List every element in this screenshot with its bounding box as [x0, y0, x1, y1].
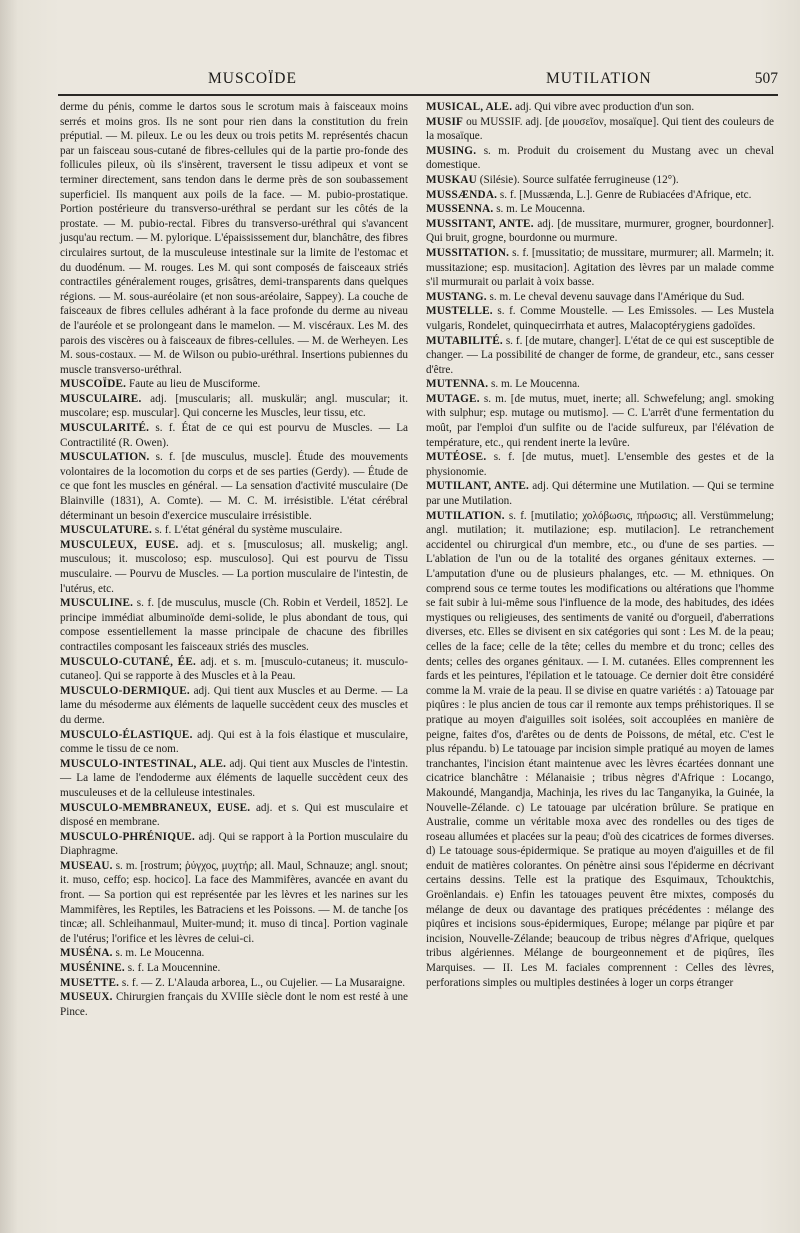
dictionary-entry: [426, 334, 774, 378]
entry-headword: MUSCULO-PHRÉNIQUE.: [60, 830, 196, 843]
entry-text: adj. Qui tient aux Muscles de l'intestin. — La lame de l'endoderme aux éléments de laquelle succèdent ceux des musculeuses et de la celluleuse intestinales.: [60, 757, 409, 799]
header-rule: [58, 94, 778, 96]
entry-headword: MUSSÆNDA.: [426, 188, 498, 201]
dictionary-entry: [60, 450, 408, 523]
entry-headword: MUSCOÏDE.: [60, 378, 127, 391]
dictionary-entry: [426, 509, 774, 991]
dictionary-entry: [60, 421, 408, 450]
dictionary-entry: [60, 392, 408, 421]
entry-headword: MUSSITATION.: [426, 246, 510, 259]
entry-text: adj. et s. [musculosus; all. muskelig; angl. musculous; it. muscoloso; esp. musculoso]. Qui est pourvu de Tissu musculaire. — Pourvu de Muscles. — La portion musculaire de l'intestin, de l'utérus, etc.: [60, 538, 409, 595]
entry-text: adj. [muscularis; all. muskulär; angl. muscular; it. muscolare; esp. muscular]. Qui concerne les Muscles, leur tissu, etc.: [60, 392, 409, 420]
entry-text: ou MUSSIF. adj. [de μουσεῖον, mosaïque]. Qui tient des couleurs de la mosaïque.: [426, 115, 775, 143]
entry-headword: MUSCULATION.: [60, 451, 150, 464]
page-header: [58, 66, 778, 92]
entry-text: (Silésie). Source sulfatée ferrugineuse (12°).: [479, 173, 679, 186]
entry-text: adj. Qui se rapport à la Portion musculaire du Diaphragme.: [60, 830, 409, 858]
dictionary-entry: [60, 377, 408, 392]
dictionary-entry: [60, 538, 408, 596]
entry-text: s. f. État de ce qui est pourvu de Muscles. — La Contractilité (R. Owen).: [60, 422, 409, 449]
left-column: [60, 100, 408, 1019]
entry-headword: MUSKAU: [426, 173, 477, 186]
dictionary-entry: [60, 100, 408, 377]
entry-text: s. m. Le Moucenna.: [491, 378, 580, 391]
dictionary-entry: [60, 801, 408, 830]
entry-headword: MUSCULAIRE.: [60, 392, 142, 405]
entry-headword: MUSIF: [426, 115, 464, 128]
dictionary-entry: [426, 217, 774, 246]
entry-headword: MUSÉNA.: [60, 947, 113, 960]
entry-text: adj. Qui détermine une Mutilation. — Qui se termine par une Mutilation.: [426, 480, 775, 508]
entry-text: s. f. La Moucennine.: [127, 962, 221, 975]
entry-text: derme du pénis, comme le dartos sous le scrotum mais à faisceaux moins serrés et moins gros. Ils ne sont pour rien dans la constitution du frein préputial. — M. pileux. Le ou les deux ou trois petits M. représentés chacun par un faisceau sous-cutané de fibres-cellules qui de la partie pro-fonde des follicules pileux, où ils s'insèrent, traversent le tissu adipeux et vont se terminer directement, sans tendon dans le derme près de son soubassement superficiel. Ils manquent aux poils de la face. — M. pubio-prostatique. Portion postérieure du transverso-uréthral se perdant sur les côtés de la prostate. — M. pubio-rectal. Fibres du transverso-uréthral qui s'avancent jusqu'au rectum. — M. pylorique. L'épaississement dur, blanchâtre, des fibres circulaires surtout, de la musculeuse intestinale sur la limite de l'estomac et du duodénum. — M. rouges. Les M. qui sont composés de faisceaux striés contractiles généralement rouges, grisâtres, demi-transparents dans quelques régions. — M. sous-auréolaire (et non sous-aréolaire, Sappey). La couche de faisceaux de fibres cellules adhérant à la face profonde du derme au niveau de l'auréole et se prolongeant dans le mamelon. — M. viscéraux. Les M. des parois des viscères ou à faisceaux de fibres-cellules. — M. de Werheyen. Les M. sous-costaux. — M. de Wilson ou pubio-uréthral. Insertions pubiennes du muscle transverso-uréthral.: [60, 101, 408, 376]
dictionary-entry: [426, 144, 774, 173]
dictionary-entry: [426, 115, 774, 144]
header-left-keyword: MUSCOÏDE: [208, 70, 297, 87]
entry-text: Chirurgien français du XVIIIe siècle dont le nom est resté à une Pince.: [60, 991, 409, 1018]
dictionary-entry: [60, 684, 408, 728]
dictionary-entry: [60, 946, 408, 961]
entry-headword: MUSCULO-DERMIQUE.: [60, 684, 190, 697]
entry-text: s. f. [mussitatio; de mussitare, murmurer; all. Marmeln; it. mussitazione; esp. musitacion]. Agitation des lèvres par un malade comme s'il murmurait ou parlait à voix basse.: [426, 246, 775, 289]
entry-headword: MUSÉNINE.: [60, 962, 125, 975]
entry-text: adj. [de mussitare, murmurer, grogner, bourdonner]. Qui bruit, grogne, bourdonne ou murmure.: [426, 217, 774, 245]
right-column: [426, 100, 774, 990]
entry-headword: MUSETTE.: [60, 976, 120, 989]
entry-headword: MUSCULARITÉ.: [60, 422, 150, 435]
entry-text: s. m. [rostrum; ῥύγχος, μυχτήρ; all. Maul, Schnauze; angl. snout; it. muso, ceffo; esp. hocico]. La face des Mammifères, avancée en avant du front. — Sa portion qui est représentée par les lèvres et les narines sur les Mammifères, les Reptiles, les Batraciens et les Poissons. — M. de tanche [os tincæ; all. Schleihanmaul, Muiter-mund; it. muso di tinca]. Portion vaginale de l'utérus; l'orifice et les lèvres de celui-ci.: [60, 859, 408, 945]
entry-text: adj. Qui est à la fois élastique et musculaire, comme le tissu de ce nom.: [60, 728, 408, 756]
dictionary-entry: [426, 290, 774, 305]
page-number: 507: [754, 70, 778, 87]
dictionary-entry: [60, 523, 408, 538]
entry-headword: MUSICAL, ALE.: [426, 101, 513, 113]
dictionary-entry: [60, 655, 408, 684]
entry-text: s. m. Produit du croisement du Mustang avec un cheval domestique.: [426, 144, 775, 172]
entry-headword: MUSCULO-CUTANÉ, ÉE.: [60, 655, 196, 668]
dictionary-entry: [426, 173, 774, 188]
dictionary-entry: [426, 304, 774, 333]
dictionary-entry: [60, 596, 408, 654]
entry-headword: MUTENNA.: [426, 378, 489, 391]
entry-text: adj. et s. Qui est musculaire et disposé en membrane.: [60, 801, 408, 829]
entry-text: s. f. [mutilatio; χολόβωσις, πήρωσις; all. Verstümmelung; angl. mutilation; it. mutilazione; esp. mutilacion]. Le retranchement accidentel ou chirurgical d'un membre, etc., ou d'une de ses parties. — L'ablation de l'un ou de la totalité des organes génitaux externes. — L'amputation d'une ou de plusieurs phalanges, etc. — M. ethniques. On comprend sous ce terme toutes les modifications ou altérations que l'homme se fait subir à lui-même sous l'influence de la mode, des habitudes, des idées mystiques ou religieuses, des sentiments de vanité ou d'orgueil, d'aberrations diverses, etc. Elles se divisent en six catégories qui sont : Les M. de la peau; celles de la face; celle de la tête; celles du membre et du tronc; celles des dents; celles des organes génitaux. — I. M. cutanées. Elles comprennent les fards et les peintures, l'épilation et le tatouage. Ce dernier doit être considéré comme la M. vraie de la peau. Il se divise en quatre variétés : a) Tatouage par piqûres : le plus ancien de tous car il remonte aux temps préhistoriques. Il se pratique au moyen d'aiguilles soit isolées, soit accouplées en manière de peigne, faites d'os, d'arêtes ou de dents de Poissons, de métal, etc. C'est le plus répandu. b) Le tatouage par incision simple pratiqué au moyen de lames tranchantes, l'incision étant maintenue avec les lèvres écartées donnant une cicatrice blanchâtre : Mélanaisie ; tribus nègres d'Afrique : Locango, Makoundé, Mangandja, Machinja, les rives du lac Tanganyika, la Guinée, la Nouvelle-Zélande. c) Le tatouage par ulcération brûlure. Se pratique en Australie, comme un véritable moxa avec des rondelles ou des tiges de roseau allumées et placées sur la peau; d'où des cicatrices de formes diverses. d) Le tatouage sous-épidermique. Se pratique au moyen d'aiguilles et de fil enduit de matières colorantes. On pénètre ainsi sous l'épiderme en décrivant certains dessins. Telle est la pratique des Esquimaux, Tchouktchis, Groënlandais. e) Enfin les tatouages peuvent être mixtes, composés du mélange de deux ou davantage des pratiques précédentes : mélange des piqûres et incisions sous-épidermiques, Europe; mélange par piqûre et par incision, Nouvelle-Zélande; beaucoup de tribus nègres d'Afrique, quelques tribus algériennes. Mélange de bourgeonnement et de piqûres, îles Marquises. — II. Les M. faciales comprennent : Celles des lèvres, perforations simples ou multiples destinées à loger un corps étranger: [426, 509, 775, 989]
entry-text: s. f. [Mussænda, L.]. Genre de Rubiacées d'Afrique, etc.: [499, 188, 752, 201]
entry-headword: MUSEUX.: [60, 991, 113, 1004]
dictionary-entry: [426, 450, 774, 479]
entry-text: adj. Qui vibre avec production d'un son.: [515, 101, 695, 113]
entry-headword: MUSCULO-INTESTINAL, ALE.: [60, 757, 227, 770]
entry-text: s. f. Comme Moustelle. — Les Emissoles. — Les Mustela vulgaris, Rondelet, quinquecirrhata et autres, Malacoptérygiens gadoïdes.: [426, 305, 774, 332]
entry-headword: MUTILANT, ANTE.: [426, 480, 530, 493]
dictionary-entry: [60, 728, 408, 757]
entry-text: s. m. Le cheval devenu sauvage dans l'Amérique du Sud.: [489, 290, 745, 303]
entry-text: s. f. [de mutare, changer]. L'état de ce qui est susceptible de changer. — La possibilité de changer de forme, de grandeur, etc., sans cesser d'être.: [426, 334, 774, 376]
header-right-keyword: MUTILATION: [546, 70, 652, 87]
entry-headword: MUTILATION.: [426, 509, 505, 522]
dictionary-entry: [426, 377, 774, 392]
entry-headword: MUSSENNA.: [426, 203, 494, 216]
dictionary-entry: [60, 859, 408, 947]
dictionary-entry: [426, 246, 774, 290]
entry-headword: MUSCULEUX, EUSE.: [60, 538, 179, 551]
entry-headword: MUTAGE.: [426, 392, 480, 405]
dictionary-entry: [426, 100, 774, 115]
entry-headword: MUSCULATURE.: [60, 524, 153, 537]
dictionary-entry: [426, 188, 774, 203]
dictionary-entry: [426, 202, 774, 217]
dictionary-entry: [60, 961, 408, 976]
dictionary-entry: [426, 392, 774, 450]
dictionary-entry: [426, 479, 774, 508]
entry-text: s. m. [de mutus, muet, inerte; all. Schwefelung; angl. smoking with sulphur; esp. mutage ou mutismo]. — C. L'arrêt d'une fermentation du moût, par l'emploi d'un sulfite ou de l'acide sulfureux, par l'élévation de température, etc., qui rendent inerte la levûre.: [426, 392, 774, 449]
dictionary-entry: [60, 830, 408, 859]
entry-text: s. f. [de mutus, muet]. L'ensemble des gestes et de la physionomie.: [426, 451, 774, 478]
entry-text: s. f. — Z. L'Alauda arborea, L., ou Cujelier. — La Musaraigne.: [121, 976, 406, 989]
entry-text: s. f. [de musculus, muscle (Ch. Robin et Verdeil, 1852]. Le principe immédiat albuminoïde demi-solide, le plus abondant de tous, qui compose essentiellement la masse principale de chacune des fibrilles contractiles composant les faisceaux striés des muscles.: [60, 597, 408, 653]
entry-text: s. m. Le Moucenna.: [115, 947, 205, 960]
entry-text: s. f. [de musculus, muscle]. Étude des mouvements volontaires de la locomotion du corps et de ses parties (Gerdy). — Étude de ce que font les muscles en général. — La sensation d'activité musculaire (De Blainville (1831), A. Comte). — M. C. M. irrésistible. L'état cérébral déterminant un besoin d'exercice musculaire irrésistible.: [60, 451, 408, 522]
entry-headword: MUSTELLE.: [426, 305, 493, 318]
dictionary-entry: [60, 990, 408, 1019]
dictionary-entry: [60, 976, 408, 991]
entry-headword: MUSSITANT, ANTE.: [426, 217, 534, 230]
entry-headword: MUTÉOSE.: [426, 451, 487, 464]
entry-text: adj. et s. m. [musculo-cutaneus; it. musculo-cutaneo]. Qui se rapporte à des Muscles et à la Peau.: [60, 655, 409, 683]
entry-text: Faute au lieu de Musciforme.: [128, 378, 261, 391]
entry-text: s. f. L'état général du système musculaire.: [154, 524, 343, 537]
entry-text: adj. Qui tient aux Muscles et au Derme. — La lame du mésoderme aux éléments de laquelle succèdent ceux des muscles et du derme.: [60, 684, 408, 726]
entry-headword: MUSCULINE.: [60, 597, 134, 610]
entry-text: s. m. Le Moucenna.: [496, 203, 586, 216]
entry-headword: MUTABILITÉ.: [426, 334, 503, 347]
dictionary-entry: [60, 757, 408, 801]
entry-headword: MUSING.: [426, 144, 477, 157]
entry-headword: MUSCULO-MEMBRANEUX, EUSE.: [60, 801, 251, 814]
entry-headword: MUSEAU.: [60, 859, 113, 872]
entry-headword: MUSCULO-ÉLASTIQUE.: [60, 728, 193, 741]
entry-headword: MUSTANG.: [426, 290, 487, 303]
